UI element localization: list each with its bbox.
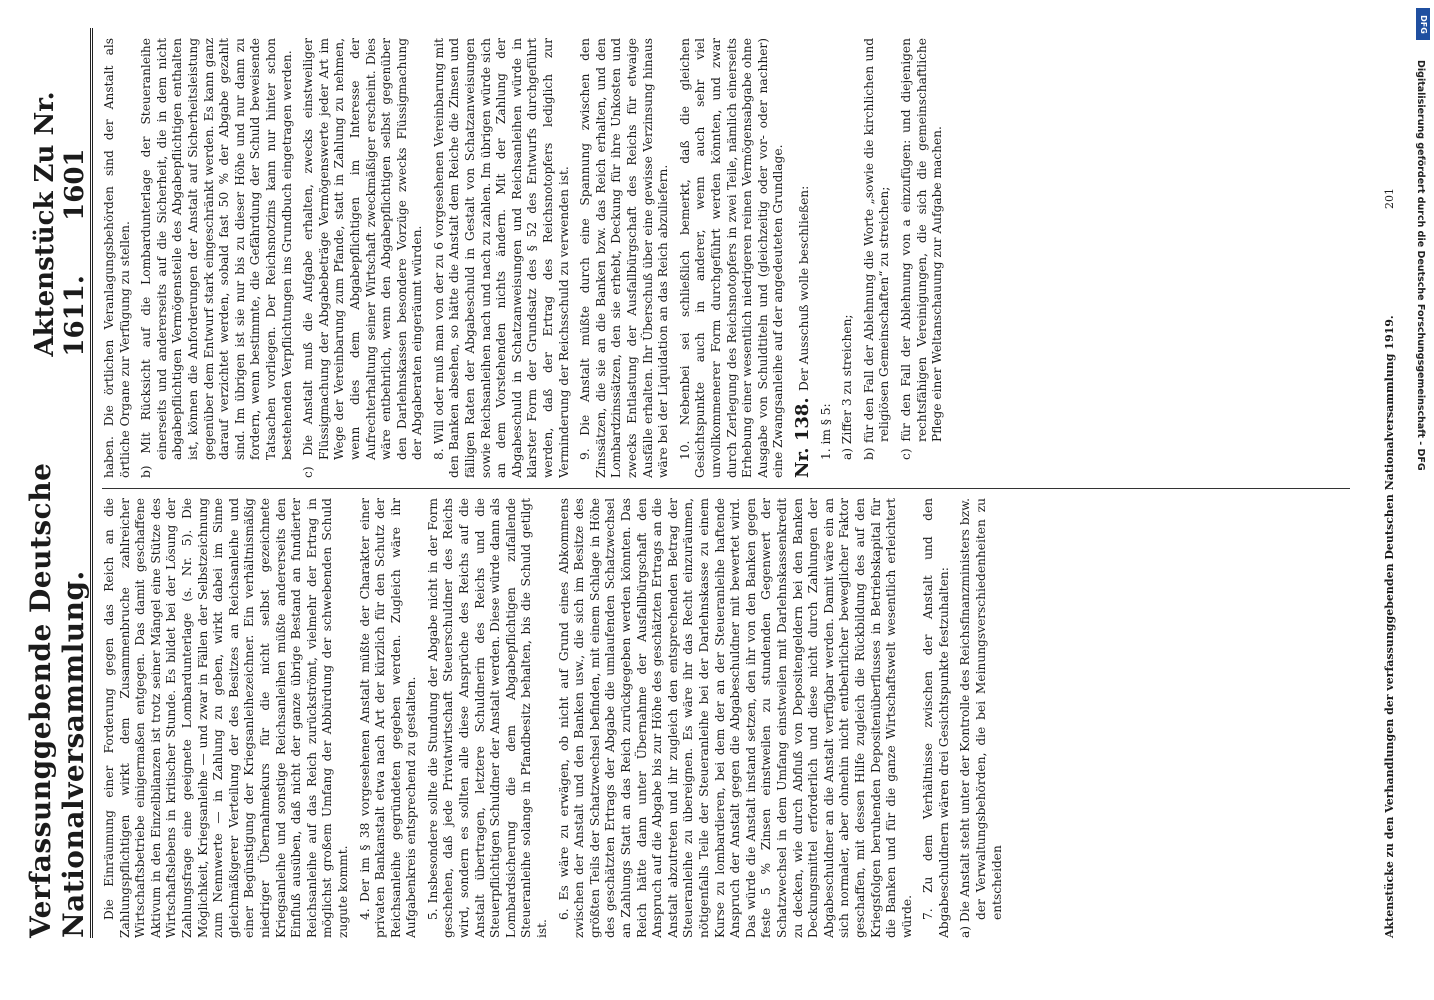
footer-text: Aktenstücke zu den Verhandlungen der verfassunggebenden Deutschen Nationalversammlung 1919.: [1382, 315, 1396, 938]
paragraph-10: 10. Nebenbei sei schließlich bemerkt, daß die gleichen Gesichtspunkte auch in anderer, wenn auch sehr viel unvollkommenerer Form durchgeführt werden könnten, und zwar durch Zerlegung des Reichsnotopfers in zwei Teile, nämlich einerseits Erhebung einer wesentlich niedrigeren reinen Vermögensabgabe ohne Ausgabe von Schuldtiteln und (gleichzeitig oder vor- oder nachher) eine Zwangsanleihe auf der angedeuteten Grundlage.: [677, 38, 786, 478]
header-document-ref: Aktenstück Zu Nr. 1611.: [30, 91, 90, 357]
list-intro: 1. im § 5:: [818, 403, 833, 460]
list-item-c: c) für den Fall der Ablehnung von a einzufügen: und diejenigen rechtsfähigen Vereinigungen, die sich die gemeinschaftliche Pflege einer Weltanschauung zur Aufgabe machen.: [898, 38, 945, 460]
section-number: Nr. 138.: [791, 397, 813, 478]
paragraph: Die Einräumung einer Forderung gegen das Reich an die Zahlungspflichtigen wirkt dem Zusammenbruche zahlreicher Wirtschaftsbetriebe einigermaßen entgegen. Das damit geschaffene Aktivum in den Einzelbilanzen ist trotz seiner Mängel eine Stütze des Wirtschaftslebens in kritischer Stunde. Es bildet bei der Lösung der Zahlungsfrage eine geeignete Lombardunterlage (s. Nr. 5). Die Möglichkeit, Kriegsanleihe — und zwar in Fällen der Selbstzeichnung zum Nennwerte — in Zahlung zu geben, wirkt dabei im Sinne gleichmäßigerer Verteilung der des Besitzes an Reichsanleihe und einer Begünstigung der Kriegsanleihezeichner. Ein verhältnismäßig niedriger Übernahmekurs für die nicht selbst gezeichnete Kriegsanleihe und sonstige Reichsanleihen müßte andererseits den Einfluß ausüben, daß nicht der ganze übrige Bestand an fundierter Reichsanleihe auf das Reich zurückströmt, vielmehr der Ertrag in möglichst großem Umfang der Abbürdung der schwebenden Schuld zugute kommt.: [102, 498, 350, 938]
page-number: 1601: [60, 148, 90, 221]
header-title-right: [30, 28, 90, 357]
sheet-number: 201: [1382, 188, 1396, 209]
paragraph-9: 9. Die Anstalt müßte durch eine Spannung zwischen den Zinssätzen, die sie an die Banken bzw. das Reich erhalten, und den Lombardzinssätzen, den sie erhebt, Deckung für ihre Unkosten und zwecks Entlastung der Ausfallbürgschaft des Reichs für etwaige Ausfälle erhalten. Ihr Überschuß über eine gewisse Verzinsung hinaus wäre bei der Liquidation an das Reich abzuliefern.: [578, 38, 671, 478]
credit-text: Digitalisierung gefördert durch die Deutsche Forschungsgemeinschaft - DFG: [1415, 60, 1426, 471]
right-column: [102, 38, 1370, 478]
page-header: [24, 28, 93, 938]
document-page: [20, 8, 1410, 968]
paragraph-5: 5. Insbesondere sollte die Stundung der Abgabe nicht in der Form geschehen, daß jede Privatwirtschaft Steuerschuldner des Reichs wird, sondern es sollten alle diese Ansprüche des Reichs auf die Anstalt übertragen, letztere Schuldnerin des Reichs und die Steuerpflichtigen Schuldner der Anstalt werden. Diese würde dann als Lombardsicherung die dem Abgabepflichtigen zufallende Steueranleihe solange in Pfandbesitz behalten, bis die Schuld getilgt ist.: [425, 498, 550, 938]
paragraph-4: 4. Der im § 38 vorgesehenen Anstalt müßte der Charakter einer privaten Bankanstalt etwa nach Art der kürzlich für den Schutz der Reichsanleihe gegründeten gegeben werden. Zugleich wäre ihr Aufgabenkreis entsprechend zu gestalten.: [357, 498, 419, 938]
header-title-left: Verfassunggebende Deutsche Nationalversammlung.: [24, 462, 90, 938]
page-footer: [1378, 28, 1400, 938]
column-divider: [102, 488, 1350, 489]
paragraph-6: 6. Es wäre zu erwägen, ob nicht auf Grund eines Abkommens zwischen der Anstalt und den Banken usw., die sich im Besitze des größten Teils der Schatzwechsel befinden, mit einem Schlage in Höhe des geschätzten Ertrags der Abgabe die umlaufenden Schatzwechsel an Zahlungs Statt an das Reich zurückgegeben werden könnten. Das Reich hätte dann unter Übernahme der Ausfallbürgschaft den Anspruch auf die Abgabe bis zur Höhe des geschätzten Ertrags an die Anstalt abzutreten und ihr zugleich den entsprechenden Betrag der Steueranleihe zu übereignen. Es wäre ihr das Recht einzuräumen, nötigenfalls Teile der Steueranleihe bei der Darlehnskasse zu einem Kurse zu lombardieren, bei dem der an der Steueranleihe haftende Anspruch der Anstalt gegen die Abgabeschuldner mit bewertet wird. Das würde die Anstalt instand setzen, den ihr von den Banken gegen feste 5 % Zinsen einstweilen zu stundenden Gegenwert der Schatzwechsel in dem Umfang einstweilen mit Darlehnskassenkredit zu decken, wie durch Abfluß von Depositengeldern bei den Banken Deckungsmittel erforderlich und diese nicht durch Zahlungen der Abgabeschuldner an die Anstalt verfügbar werden. Damit wäre ein an sich normaler, aber ohnehin nicht entbehrlicher beweglicher Faktor geschaffen, mit dessen Hilfe zugleich die Rückbildung des auf den Kriegsfolgen beruhenden Depositenüberflusses in Betriebskapital für die Banken und für die ganze Wirtschaftswelt wesentlich erleichtert würde.: [556, 498, 914, 938]
paragraph-7a: a) Die Anstalt steht unter der Kontrolle des Reichsfinanzministers bzw. der Verwaltungsbehörden, die bei Meinungsverschiedenheiten zu entscheiden: [958, 498, 1004, 938]
list-item-b: b) für den Fall der Ablehnung die Worte „sowie die kirchlichen und religiösen Gemeinschaften“ zu streichen;: [861, 38, 892, 460]
section-heading: [791, 38, 813, 478]
section-intro: Der Ausschuß wolle beschließen:: [796, 185, 811, 392]
paragraph-8: 8. Will oder muß man von der zu 6 vorgesehenen Vereinbarung mit den Banken absehen, so hätte die Anstalt dem Reiche die Zinsen und fälligen Raten der Abgabeschuld in Gestalt von Schatzanweisungen sowie Reichsanleihen nach und nach zu zahlen. Im übrigen würde sich an dem Vorstehenden nichts ändern. Mit der Zahlung der Abgabeschuld in Schatzanweisungen und Reichsanleihen würde in klarster Form der Grundsatz des § 52 des Entwurfs durchgeführt werden, daß der Ertrag des Reichsnotopfers lediglich zur Verminderung der Reichsschuld zu verwenden ist.: [431, 38, 571, 478]
paragraph-c: c) Die Anstalt muß die Aufgabe erhalten, zwecks einstweiliger Flüssigmachung der Abgabebeträge Vermögenswerte jeder Art im Wege der Vereinbarung zum Pfande, statt in Zahlung zu nehmen, wenn dies dem Abgabepflichtigen im Interesse der Aufrechterhaltung seiner Wirtschaft zweckmäßiger erscheint. Dies wäre entbehrlich, wenn den Abgabepflichtigen selbst gegenüber den Darlehnskassen besondere Vorzüge zwecks Flüssigmachung der Abgaberaten eingeräumt würden.: [301, 38, 425, 478]
dfg-logo-text: DFG: [1418, 14, 1428, 34]
rotated-page: [20, 8, 1410, 968]
digitization-credit: [1410, 10, 1432, 990]
paragraph-7: 7. Zu dem Verhältnisse zwischen der Anstalt und den Abgabeschuldnern wären drei Gesichtspunkte festzuhalten:: [921, 498, 951, 938]
dfg-logo: [1416, 8, 1430, 40]
list-item-a: a) Ziffer 3 zu streichen;: [840, 314, 855, 460]
paragraph-b: b) Mit Rücksicht auf die Lombardunterlage der Steueranleihe einerseits und andererseits auf die Sicherheit, die in dem nicht abgabepflichtigen Vermögensteile des Abgabepflichtigen enthalten ist, können die Anforderungen der Anstalt auf Sicherheitsleistung gegenüber dem Entwurf stark eingeschränkt werden. Es kann ganz darauf verzichtet werden, sobald fast 50 % der Abgabe gezahlt sind. Im übrigen ist sie nur bis zu dieser Höhe und nur dann zu fordern, wenn bestimmte, die Gefährdung der Schuld beweisende Tatsachen vorliegen. Der Reichsnotzins kann nur hinter schon bestehenden Verpflichtungen ins Grundbuch eingetragen werden.: [139, 38, 294, 478]
paragraph-continued: haben. Die örtlichen Veranlagungsbehörden sind der Anstalt als örtliche Organe zur Verfügung zu stellen.: [102, 38, 132, 478]
left-column: [102, 498, 1370, 938]
